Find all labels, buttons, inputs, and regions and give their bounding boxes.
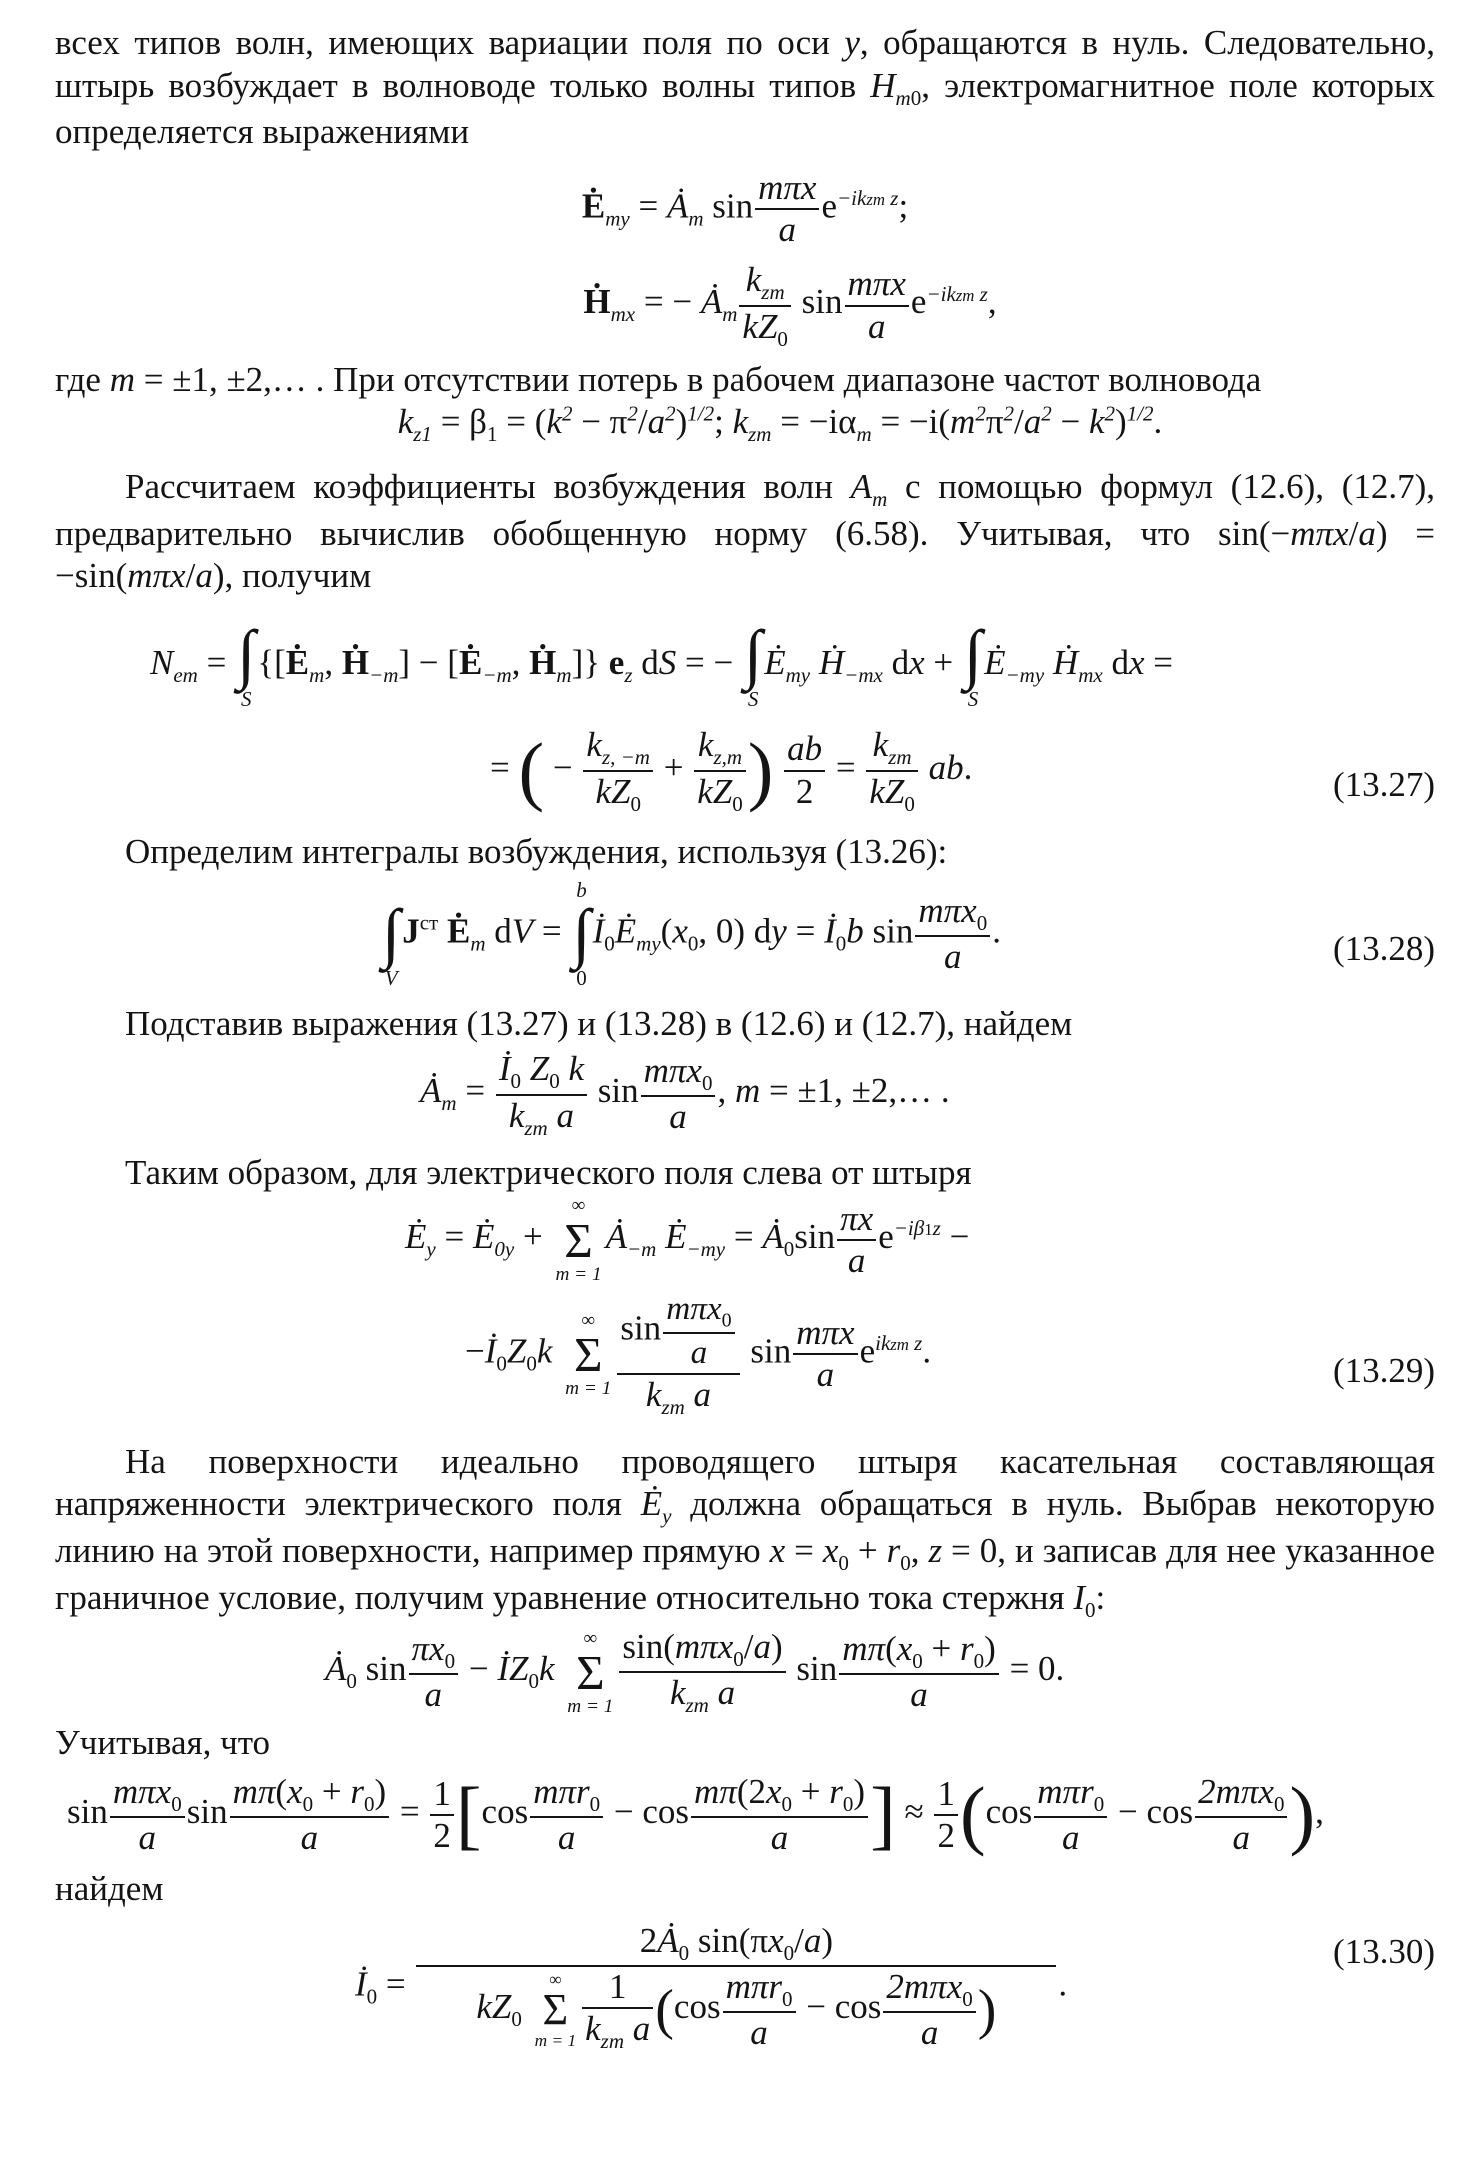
equation-am: $Ȧ_m$ = $\frac{İ_0 Z_0 k}{k_{zm} a}$ sin $\frac{m\pi x_0}{a}$ , m = ±1, ±2,… . <box>420 1049 950 1140</box>
equation-number-13-28: (13.28) <box>1332 929 1435 969</box>
paragraph-5: Подставив выражения (13.27) и (13.28) в (12.6) и (12.7), найдем <box>125 1003 1073 1043</box>
equation-boundary-condition: $Ȧ_0$ sin $\frac{\pi x_0}{a}$ − $İZ_0k$ ∞ Σ m = 1 $\frac{\sin(m\pi x_0/a)}{k_{zm} a}$ sin $\frac{m\pi(x_0 + r_0)}{a}$ = 0. <box>325 1627 1065 1718</box>
paragraph-8: Учитывая, что <box>55 1722 271 1762</box>
equation-13-28: ∫ V $J^{ст}$ $Ė_m$ dV = b ∫ 0 $İ_0Ė_{my}(x_0$, 0) dy = $İ_0b$ sin $\frac{m\pi x_0}{a}$ . (13.28) <box>382 878 1435 990</box>
equation-norm-2: = ( − $\frac{k_{z, -m}}{kZ_0}$ + $\frac{k_{z,m}}{kZ_0}$ ) $\frac{ab}{2}$ = $\frac{k_{zm}}{kZ_0}$ ab. (13.27) <box>490 725 1435 816</box>
equation-trig-identity: sin $\frac{m\pi x_0}{a}$ sin $\frac{m\pi(x_0 + r_0)}{a}$ = $\frac{1}{2}$ [cos $\frac{m\pi r_0}{a}$ − cos $\frac{m\pi(2x_0 + r_0)}{a}$ ] ≈ $\frac{1}{2}$ (cos $\frac{m\pi r_0}{a}$ − cos $\frac{2m\pi x_0}{a}$ ), <box>67 1771 1324 1858</box>
equation-13-30: $İ_0$ = $2Ȧ_0$ $\sin(\pi x_0/a)$ $kZ_0$ ∞ Σ m = 1 $\frac{1}{k_{zm} a}$ (cos $\frac{m\pi r_0}{a}$ − cos $\frac{2m\pi x_0}{a}$ ) . (13.30) <box>355 1920 1435 2054</box>
equation-number-13-30: (13.30) <box>1332 1931 1435 1971</box>
equation-norm-1: $N_{em}$ = ∫ S {[$Ė_m$, Ḣ$_{-m}$] − [$Ė_{-m}$, Ḣ$_m$]} $e_z$ dS = − ∫ S $Ė_{my}$ Ḣ$_{-mx}$ dx + ∫ S $Ė_{-my}$ Ḣ$_{mx}$ dx = <box>150 618 1173 711</box>
equation-kz: $k_{z1} = \beta_1 = (k^2 - \pi^2/a^2)^{1/2}$; $k_{zm} = -i\alpha_m = -i(m^2\pi^2/a^2 - k^2)^{1/2}$. <box>397 401 1163 447</box>
paragraph-3: Рассчитаем коэффициенты возбуждения волн $A_m$ с помощью формул (12.6), (12.7), предварительно вычислив обобщенную норму (6.58). Учитывая, что sin(−mπx/a) = −sin(mπx/a), получим <box>55 467 1436 596</box>
equation-number-13-27: (13.27) <box>1332 764 1435 804</box>
paragraph-6: Таким образом, для электрического поля слева от штыря <box>125 1152 972 1192</box>
paragraph-7: На поверхности идеально проводящего штыря касательная составляющая напряженности электрического поля $Ė_y$ должна обращаться в нуль. Выбрав некоторую линию на этой поверхности, например прямую $x = x_0 + r_0$, z = 0, и записав для нее указанное граничное условие, получим уравнение относительно тока стержня $I_0$: <box>55 1441 1435 1622</box>
equation-emy: $Ė_{my}$ = $Ȧ_m$ sin $\frac{\text{mπx}}{a}$ $e^{-ikzm z}$; <box>581 167 909 250</box>
paragraph-4: Определим интегралы возбуждения, используя (13.26): <box>125 832 948 872</box>
equation-13-29-line-2: $-İ_0Z_0k$ ∞ Σ m = 1 sin $\frac{m\pi x_0}{a}$ $k_{zm}$ a sin $\frac{\text{mπx}}{a}$ $e^{ikzm z}$. (13.29) <box>465 1289 1435 1419</box>
paragraph-1: всех типов волн, имеющих вариации поля по оси y, обращаются в нуль. Следовательно, штырь возбуждает в волноводе только волны типов $H_{m0}$, электромагнитное поле которых определяется выражениями <box>55 23 1436 152</box>
page-content <box>55 22 1435 2053</box>
paragraph-9: найдем <box>55 1869 164 1909</box>
equation-hmx: Ḣ$_{mx}$ = − $Ȧ_m$ $\frac{k_{zm}}{kZ_0}$ sin $\frac{\text{mπx}}{a}$ $e^{-ikzm z}$, <box>583 260 997 351</box>
paragraph-2: где m = ±1, ±2,… . При отсутствии потерь в рабочем диапазоне частот волновода <box>55 359 1262 399</box>
equation-number-13-29: (13.29) <box>1332 1350 1435 1390</box>
equation-13-29-line-1: $Ė_y$ = $Ė_{0y}$ + ∞ Σ m = 1 $Ȧ_{-m}$ $Ė_{-my}$ = $Ȧ_0\sin$ $\frac{\pi x}{a}$ $e^{-i\beta 1z}$ − <box>405 1195 970 1285</box>
